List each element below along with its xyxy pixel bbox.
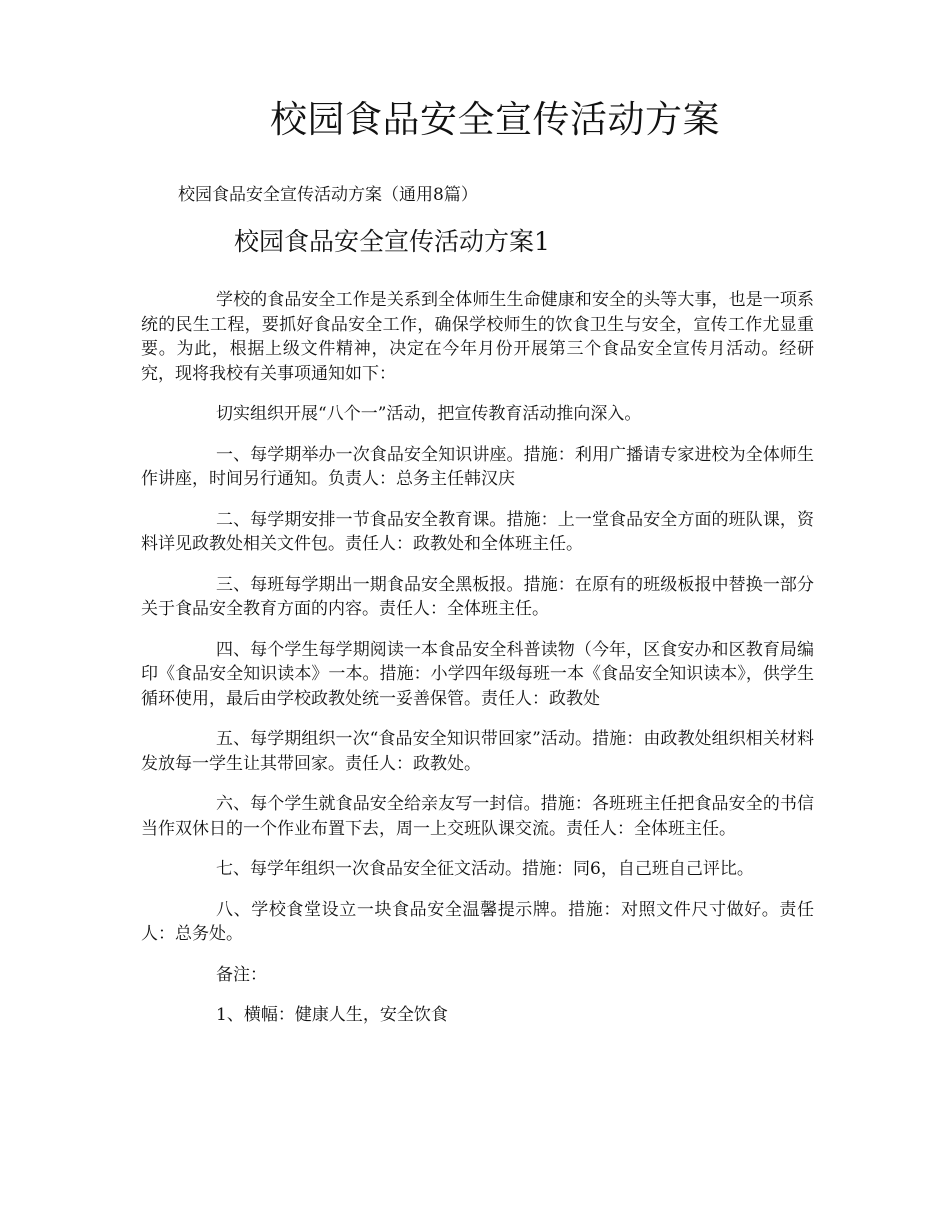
document-subtitle: 校园食品安全宣传活动方案（通用8篇） xyxy=(178,185,478,205)
section-title: 校园食品安全宣传活动方案1 xyxy=(234,227,550,256)
paragraph-intro: 学校的食品安全工作是关系到全体师生生命健康和安全的头等大事，也是一项系统的民生工程，要抓好食品安全工作，确保学校师生的饮食卫生与安全，宣传工作尤显重要。为此，根据上级文件精神，决定在今年月份开展第三个食品安全宣传月活动。经研究，现将我校有关事项通知如下： xyxy=(141,290,814,384)
document-title: 校园食品安全宣传活动方案 xyxy=(270,98,720,141)
paragraph-eight-activities: 切实组织开展“八个一”活动，把宣传教育活动推向深入。 xyxy=(216,404,642,424)
document-body xyxy=(141,288,814,1044)
paragraph-item-6: 六、每个学生就食品安全给亲友写一封信。措施：各班班主任把食品安全的书信当作双休日的一个作业布置下去，周一上交班队课交流。责任人：全体班主任。 xyxy=(141,794,814,839)
paragraph-item-1: 一、每学期举办一次食品安全知识讲座。措施：利用广播请专家进校为全体师生作讲座，时间另行通知。负责人：总务主任韩汉庆 xyxy=(141,444,814,489)
paragraph-item-3: 三、每班每学期出一期食品安全黑板报。措施：在原有的班级板报中替换一部分关于食品安全教育方面的内容。责任人：全体班主任。 xyxy=(141,574,814,619)
paragraph-item-4: 四、每个学生每学期阅读一本食品安全科普读物（今年，区食安办和区教育局编印《食品安全知识读本》一本。措施：小学四年级每班一本《食品安全知识读本》，供学生循环使用，最后由学校政教处统一妥善保管。责任人：政教处 xyxy=(141,639,814,709)
paragraph-item-2: 二、每学期安排一节食品安全教育课。措施：上一堂食品安全方面的班队课，资料详见政教处相关文件包。责任人：政教处和全体班主任。 xyxy=(141,509,814,554)
paragraph-notes-heading: 备注： xyxy=(216,964,267,985)
paragraph-note-1: 1、横幅：健康人生，安全饮食 xyxy=(216,1005,448,1025)
paragraph-item-5: 五、每学期组织一次“食品安全知识带回家”活动。措施：由政教处组织相关材料发放每一学生让其带回家。责任人：政教处。 xyxy=(141,729,814,774)
paragraph-item-7: 七、每学年组织一次食品安全征文活动。措施：同6，自己班自己评比。 xyxy=(216,859,754,879)
paragraph-item-8: 八、学校食堂设立一块食品安全温馨提示牌。措施：对照文件尺寸做好。责任人：总务处。 xyxy=(141,899,814,944)
